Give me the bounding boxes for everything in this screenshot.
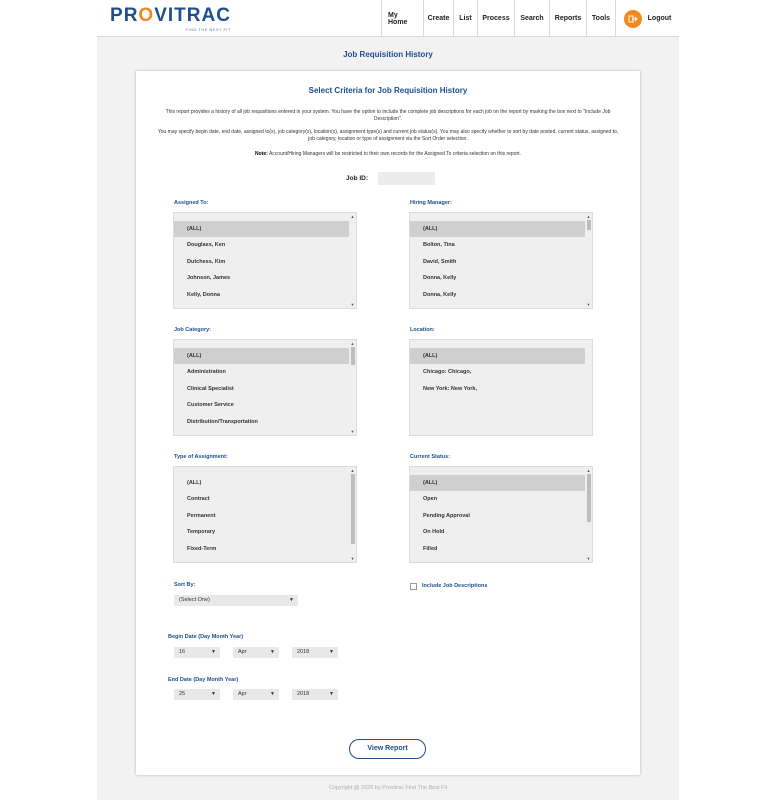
main-nav bbox=[381, 0, 679, 37]
scroll-down-icon[interactable]: ▼ bbox=[350, 302, 355, 307]
list-option[interactable]: (ALL) bbox=[174, 221, 349, 237]
location-label: Location: bbox=[410, 327, 435, 333]
scrollbar[interactable] bbox=[350, 468, 355, 561]
chevron-down-icon: ▼ bbox=[211, 691, 216, 697]
current-status-listbox[interactable] bbox=[409, 466, 593, 563]
list-option[interactable]: (ALL) bbox=[410, 348, 585, 364]
chevron-down-icon: ▼ bbox=[289, 597, 294, 603]
list-option[interactable]: (ALL) bbox=[410, 221, 585, 237]
scrollbar[interactable] bbox=[350, 341, 355, 434]
list-option[interactable]: Temporary bbox=[187, 529, 216, 535]
end-date-label: End Date (Day Month Year) bbox=[168, 677, 239, 683]
list-option[interactable]: Contract bbox=[187, 496, 210, 502]
list-option[interactable]: Johnson, James bbox=[187, 275, 231, 281]
include-descriptions-checkbox[interactable] bbox=[410, 583, 417, 590]
logo-wordmark: PROVITRAC bbox=[110, 5, 231, 26]
scroll-up-icon[interactable]: ▲ bbox=[586, 468, 591, 473]
note-text: Account/Hiring Managers will be restricted to their own records for the Assigned To criteria selection on this report. bbox=[268, 151, 521, 157]
list-option[interactable]: Donna, Kelly bbox=[423, 292, 457, 298]
nav-logout[interactable] bbox=[615, 0, 679, 37]
footer-copyright: Copyright @ 2020 by Provitrac Find The Best Fit bbox=[328, 785, 448, 791]
list-option[interactable]: Douglass, Ken bbox=[187, 242, 226, 248]
scroll-down-icon[interactable]: ▼ bbox=[586, 556, 591, 561]
end-month-value: Apr bbox=[238, 691, 247, 697]
note-label: Note: bbox=[255, 151, 268, 157]
intro-paragraph-2: You may specify begin date, end date, assigned to(s), job category(s), location(s), assignment type(s) and current job status(s). You may also specify whether to sort by date posted, current status, assigned to, job category, location or type of assignment via the Sort Order selection. bbox=[157, 129, 619, 142]
top-header bbox=[97, 0, 679, 37]
list-option[interactable]: Open bbox=[423, 496, 438, 502]
list-option[interactable]: Pending Approval bbox=[423, 513, 470, 519]
job-category-listbox[interactable] bbox=[173, 339, 357, 436]
type-of-assignment-label: Type of Assignment: bbox=[174, 454, 228, 460]
nav-list[interactable]: List bbox=[453, 0, 477, 37]
assigned-to-label: Assigned To: bbox=[174, 200, 209, 206]
scroll-down-icon[interactable]: ▼ bbox=[350, 556, 355, 561]
list-option[interactable]: (ALL) bbox=[174, 348, 349, 364]
begin-day-select[interactable] bbox=[174, 647, 220, 658]
scrollbar[interactable] bbox=[350, 214, 355, 307]
list-option[interactable]: Bolton, Tina bbox=[423, 242, 455, 248]
nav-my-home[interactable]: My Home bbox=[381, 0, 423, 37]
scroll-thumb[interactable] bbox=[587, 220, 591, 230]
begin-day-value: 16 bbox=[179, 649, 186, 655]
hiring-manager-listbox[interactable] bbox=[409, 212, 593, 309]
sort-by-select[interactable] bbox=[174, 595, 298, 606]
begin-month-select[interactable] bbox=[233, 647, 279, 658]
nav-reports[interactable]: Reports bbox=[549, 0, 586, 37]
job-id-label: Job ID: bbox=[346, 175, 369, 182]
chevron-down-icon: ▼ bbox=[270, 649, 275, 655]
scroll-up-icon[interactable]: ▲ bbox=[586, 214, 591, 219]
scroll-up-icon[interactable]: ▲ bbox=[350, 341, 355, 346]
job-category-label: Job Category: bbox=[174, 327, 211, 333]
list-option[interactable]: Chicago: Chicago, bbox=[423, 369, 472, 375]
end-year-value: 2018 bbox=[297, 691, 310, 697]
page-title: Job Requisition History bbox=[343, 50, 433, 59]
end-month-select[interactable] bbox=[233, 689, 279, 700]
intro-note bbox=[156, 151, 620, 158]
list-option[interactable]: (ALL) bbox=[410, 475, 585, 491]
scroll-thumb[interactable] bbox=[351, 347, 355, 365]
logout-label: Logout bbox=[647, 15, 672, 22]
list-option[interactable]: Filled bbox=[423, 546, 438, 552]
list-option[interactable]: Permanent bbox=[187, 513, 216, 519]
nav-tools[interactable]: Tools bbox=[586, 0, 615, 37]
end-day-select[interactable] bbox=[174, 689, 220, 700]
logout-icon bbox=[624, 10, 642, 28]
list-option[interactable]: (ALL) bbox=[187, 480, 202, 486]
location-listbox[interactable] bbox=[409, 339, 593, 436]
job-id-input[interactable] bbox=[378, 172, 435, 185]
begin-year-select[interactable] bbox=[292, 647, 338, 658]
assigned-to-listbox[interactable] bbox=[173, 212, 357, 309]
scrollbar[interactable] bbox=[586, 468, 591, 561]
sort-by-value: (Select One) bbox=[179, 597, 210, 603]
begin-month-value: Apr bbox=[238, 649, 247, 655]
nav-process[interactable]: Process bbox=[477, 0, 514, 37]
chevron-down-icon: ▼ bbox=[329, 649, 334, 655]
view-report-button[interactable]: View Report bbox=[349, 739, 426, 759]
scroll-thumb[interactable] bbox=[351, 474, 355, 544]
list-option[interactable]: Kelly, Donna bbox=[187, 292, 220, 298]
list-option[interactable]: Customer Service bbox=[187, 402, 234, 408]
hiring-manager-label: Hiring Manager: bbox=[410, 200, 452, 206]
scroll-down-icon[interactable]: ▼ bbox=[350, 429, 355, 434]
card-title: Select Criteria for Job Requisition History bbox=[308, 86, 468, 95]
scrollbar[interactable] bbox=[586, 214, 591, 307]
scroll-thumb[interactable] bbox=[587, 474, 591, 522]
intro-paragraph-1: This report provides a history of all job requisitions entered in your system. You have the option to include the complete job descriptions for each job on the report by marking the box next to "Include Job Description". bbox=[165, 109, 611, 122]
list-option[interactable]: Administration bbox=[187, 369, 226, 375]
type-of-assignment-listbox[interactable] bbox=[173, 466, 357, 563]
provitrac-logo[interactable] bbox=[110, 6, 231, 32]
list-option[interactable]: Dutchess, Kim bbox=[187, 259, 226, 265]
include-descriptions-label: Include Job Descriptions bbox=[422, 583, 488, 589]
current-status-label: Current Status: bbox=[410, 454, 451, 460]
end-year-select[interactable] bbox=[292, 689, 338, 700]
scroll-up-icon[interactable]: ▲ bbox=[350, 214, 355, 219]
begin-year-value: 2018 bbox=[297, 649, 310, 655]
nav-create[interactable]: Create bbox=[423, 0, 453, 37]
nav-search[interactable]: Search bbox=[514, 0, 549, 37]
list-option[interactable]: Distribution/Transportation bbox=[187, 419, 258, 425]
begin-date-label: Begin Date (Day Month Year) bbox=[168, 634, 244, 640]
logo-tagline: FIND THE BEST FIT bbox=[185, 27, 231, 32]
list-option[interactable]: Fixed-Term bbox=[187, 546, 217, 552]
chevron-down-icon: ▼ bbox=[270, 691, 275, 697]
list-option[interactable]: Donna, Kelly bbox=[423, 275, 457, 281]
sort-by-label: Sort By: bbox=[174, 582, 196, 588]
scroll-down-icon[interactable]: ▼ bbox=[586, 302, 591, 307]
list-option[interactable]: On Hold bbox=[423, 529, 445, 535]
list-option[interactable]: Clinical Specialist bbox=[187, 386, 234, 392]
scroll-up-icon[interactable]: ▲ bbox=[350, 468, 355, 473]
chevron-down-icon: ▼ bbox=[329, 691, 334, 697]
chevron-down-icon: ▼ bbox=[211, 649, 216, 655]
criteria-card bbox=[136, 71, 640, 775]
list-option[interactable]: New York: New York, bbox=[423, 386, 478, 392]
list-option[interactable]: David, Smith bbox=[423, 259, 457, 265]
end-day-value: 25 bbox=[179, 691, 186, 697]
